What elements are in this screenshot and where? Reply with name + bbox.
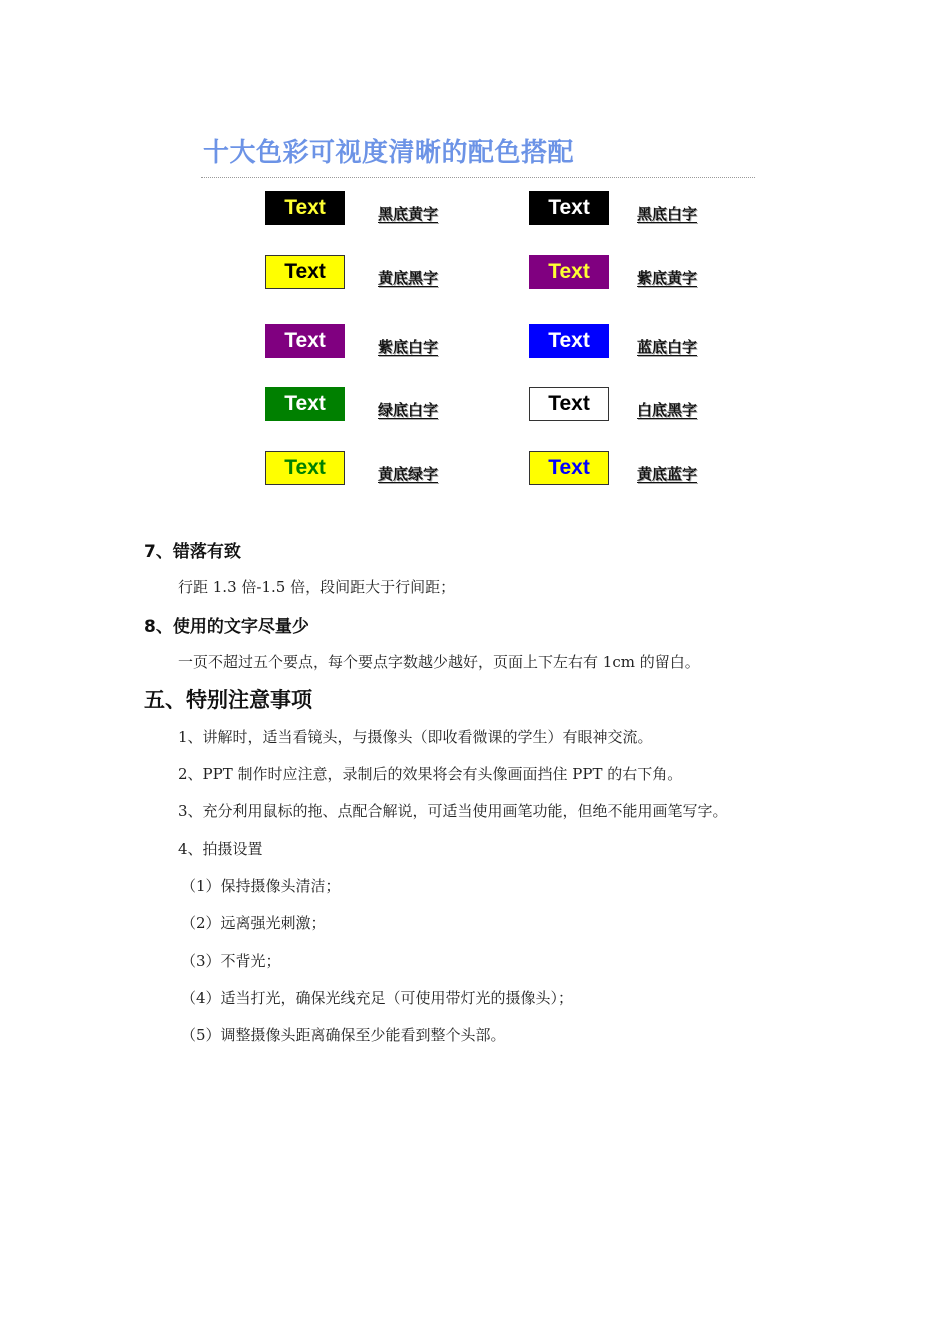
sub-list-item: （4）适当打光，确保光线充足（可使用带灯光的摄像头）； bbox=[181, 989, 574, 1007]
list-item: 1、讲解时，适当看镜头，与摄像头（即收看微课的学生）有眼神交流。 bbox=[178, 728, 653, 746]
figure-title: 十大色彩可视度清晰的配色搭配 bbox=[203, 138, 575, 168]
color-swatch: Text bbox=[529, 255, 609, 289]
color-swatch: Text bbox=[529, 387, 609, 421]
list-item: 2、PPT 制作时应注意，录制后的效果将会有头像画面挡住 PPT 的右下角。 bbox=[178, 765, 683, 783]
section-7-heading: 7、错落有致 bbox=[144, 542, 241, 562]
section-7-text: 行距 1.3 倍-1.5 倍，段间距大于行间距； bbox=[178, 578, 456, 596]
color-swatch: Text bbox=[529, 191, 609, 225]
section-8-text: 一页不超过五个要点，每个要点字数越少越好，页面上下左右有 1cm 的留白。 bbox=[178, 653, 700, 671]
list-item: 4、拍摄设置 bbox=[178, 840, 263, 858]
section-5-heading: 五、特别注意事项 bbox=[144, 688, 312, 712]
color-swatch: Text bbox=[265, 451, 345, 485]
color-swatch: Text bbox=[265, 324, 345, 358]
color-swatch-label: 黑底黄字 bbox=[378, 205, 439, 223]
color-swatch: Text bbox=[529, 324, 609, 358]
color-swatch: Text bbox=[265, 191, 345, 225]
color-swatch-label: 绿底白字 bbox=[378, 401, 439, 419]
color-swatch: Text bbox=[265, 255, 345, 289]
color-swatch-label: 黑底白字 bbox=[637, 205, 698, 223]
color-swatch-label: 白底黑字 bbox=[637, 401, 698, 419]
list-item: 3、充分利用鼠标的拖、点配合解说，可适当使用画笔功能，但绝不能用画笔写字。 bbox=[178, 802, 728, 820]
sub-list-item: （5）调整摄像头距离确保至少能看到整个头部。 bbox=[181, 1026, 506, 1044]
figure-divider bbox=[201, 177, 755, 178]
color-swatch-label: 蓝底白字 bbox=[637, 338, 698, 356]
sub-list-item: （3）不背光； bbox=[181, 952, 281, 970]
sub-list-item: （1）保持摄像头清洁； bbox=[181, 877, 341, 895]
color-swatch-label: 黄底蓝字 bbox=[637, 465, 698, 483]
sub-list-item: （2）远离强光刺激； bbox=[181, 914, 326, 932]
color-swatch: Text bbox=[529, 451, 609, 485]
section-8-heading: 8、使用的文字尽量少 bbox=[144, 617, 309, 637]
color-swatch-label: 紫底白字 bbox=[378, 338, 439, 356]
color-swatch-label: 紫底黄字 bbox=[637, 269, 698, 287]
color-swatch-label: 黄底黑字 bbox=[378, 269, 439, 287]
color-swatch-label: 黄底绿字 bbox=[378, 465, 439, 483]
color-swatch: Text bbox=[265, 387, 345, 421]
